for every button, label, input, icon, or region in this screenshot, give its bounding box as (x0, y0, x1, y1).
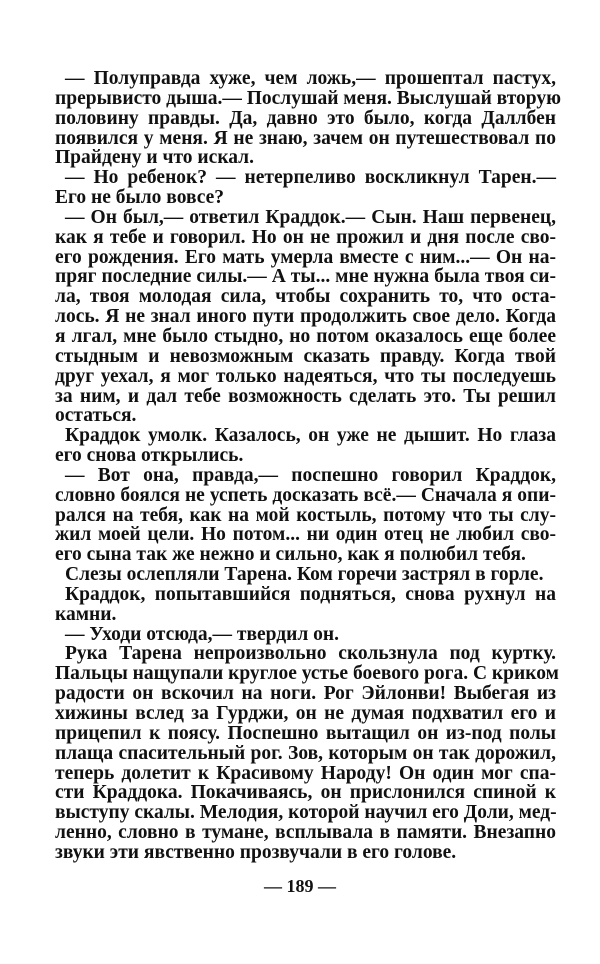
text-line: — Вот она, правда,— поспешно говорил Краддок, (65, 464, 556, 486)
text-line: плаща спасительный рог. Зов, которым он так дорожил, (55, 742, 556, 764)
text-line: выступу скалы. Мелодия, которой научил его Доли, мед- (55, 802, 557, 824)
text-line: появился у меня. Я не знаю, зачем он путешествовал по (55, 127, 556, 149)
text-line: за ним, и дал тебе возможность сделать это. Ты решил (55, 385, 556, 407)
text-line: — Уходи отсюда,— твердил он. (65, 623, 339, 645)
paragraph (55, 208, 556, 426)
text-line: его рождения. Его мать умерла вместе с ним...— Он на- (55, 246, 556, 268)
text-line: пряг последние силы.— А ты... мне нужна была твоя си- (55, 266, 556, 288)
text-line: — Он был,— ответил Краддок.— Сын. Наш первенец, (65, 206, 556, 228)
text-line: как я тебе и говорил. Но он не прожил и дня после сво- (55, 226, 556, 248)
paragraph (55, 625, 556, 645)
text-line: хижины вслед за Гурджи, он не думая подхватил его и (55, 703, 556, 724)
text-line: прицепил к поясу. Поспешно вытащил он из-под полы (55, 722, 556, 744)
text-line: звуки эти явственно прозвучали в его голове. (55, 841, 457, 863)
text-line: Прайдену и что искал. (55, 147, 254, 169)
text-line: я лгал, мне было стыдно, но потом оказалось еще более (55, 325, 556, 347)
text-line: радости он вскочил на ноги. Рог Эйлонви! Выбегая из (55, 683, 556, 705)
paragraph (55, 68, 562, 169)
text-line: Пальцы нащупали круглое устье боевого рога. С криком (55, 663, 559, 685)
text-line: половину правды. Да, давно это было, когда Даллбен (55, 107, 556, 129)
text-line: Рука Тарена непроизвольно скользнула под куртку. (65, 643, 556, 665)
text-line: Его не было вовсе? (55, 187, 225, 209)
paragraph (55, 466, 556, 565)
text-line: рался на тебя, как на мой костыль, потому что ты слу- (55, 504, 556, 526)
paragraph (55, 565, 556, 585)
paragraph (55, 426, 556, 466)
text-line: стыдным и невозможным сказать правду. Когда твой (55, 345, 556, 367)
text-line: — Но ребенок? — нетерпеливо воскликнул Тарен.— (65, 167, 556, 189)
paragraph (55, 168, 556, 208)
text-line: жил моей цели. Но потом... ни один отец не любил сво- (55, 524, 556, 546)
text-line: Краддок, попытавшийся подняться, снова рухнул на (65, 583, 556, 605)
page-number: — 189 — (264, 876, 336, 896)
text-line: его сына так же нежно и сильно, как я полюбил тебя. (55, 544, 526, 566)
text-line: словно боялся не успеть досказать всё.— Сначала я опи- (55, 484, 556, 506)
text-line: его снова открылись. (55, 445, 244, 467)
text-line: Слезы ослепляли Тарена. Ком горечи застрял в горле. (65, 564, 544, 586)
text-line: камни. (55, 603, 117, 625)
text-line: ла, твоя молодая сила, чтобы сохранить то, что оста- (55, 286, 556, 308)
text-line: друг уехал, я мог только надеяться, что ты последуешь (55, 365, 556, 387)
text-line: остаться. (55, 405, 137, 427)
text-line: прерывисто дыша.— Послушай меня. Выслушай вторую (55, 87, 562, 109)
page-body-text (55, 68, 562, 863)
paragraph (55, 585, 556, 625)
text-line: Краддок умолк. Казалось, он уже не дышит. Но глаза (65, 425, 556, 447)
text-line: теперь долетит к Красивому Народу! Он один мог спа- (55, 762, 556, 784)
text-line: лось. Я не знал иного пути продолжить свое дело. Когда (55, 306, 556, 328)
paragraph (55, 643, 559, 863)
text-line: сти Краддока. Покачиваясь, он прислонился спиной к (55, 782, 556, 804)
text-line: ленно, словно в тумане, всплывала в памяти. Внезапно (55, 822, 556, 844)
text-line: — Полуправда хуже, чем ложь,— прошептал пастух, (65, 68, 556, 89)
